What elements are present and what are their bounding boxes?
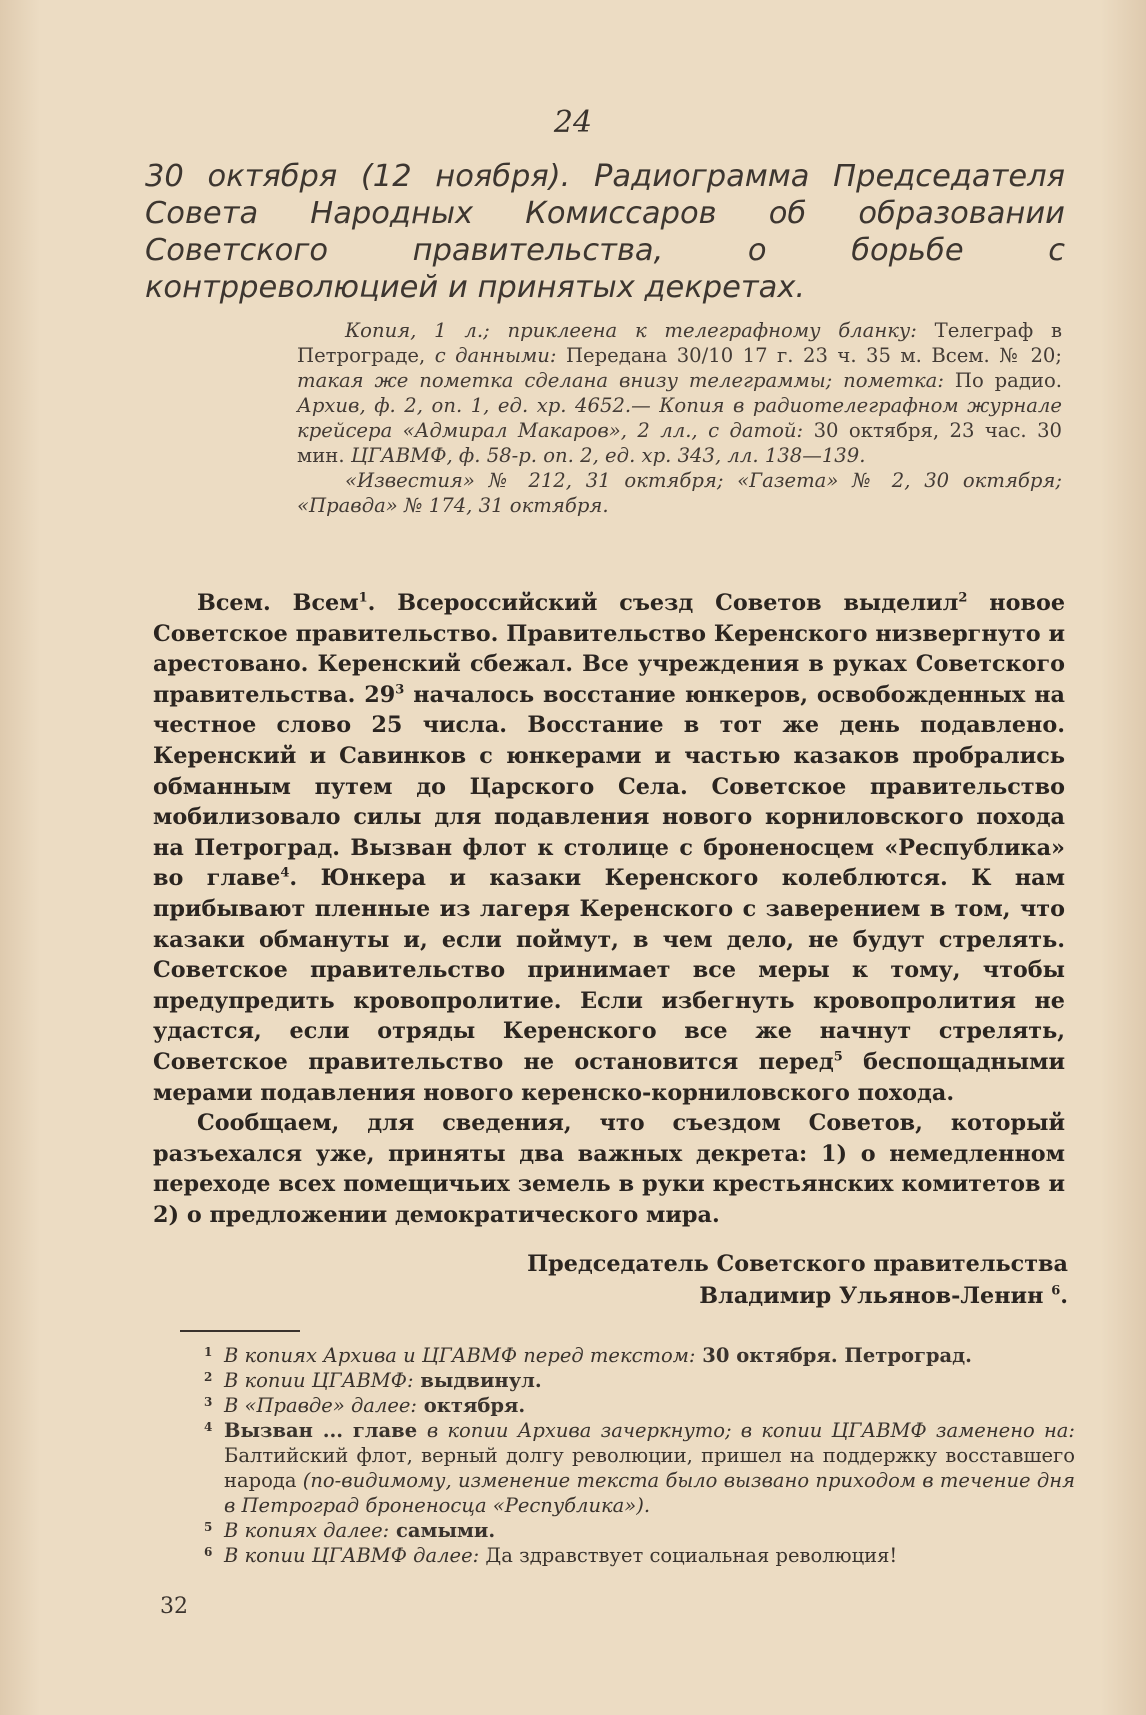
signature-block (527, 1248, 1068, 1312)
footnote-ref-4: 4 (280, 865, 290, 881)
footnote-ref-2: 2 (958, 590, 968, 606)
footnote-ref-5: 5 (833, 1049, 843, 1065)
footnote-ref-3: 3 (395, 682, 405, 698)
paragraph-1: Всем. Всем$^1$. Всероссийский съезд Советов выделил$^2$ новое Советское правительство. Правительство Керенского низвергнуто и арестовано. Керенский сбежал. Все учреждения в руках Советского правительства. $29^3$ началось восстание юнкеров, освобожденных на честное слово 25 числа. Восстание в тот же день подавлено. Керенский и Савинков с юнкерами и частью казаков пробрались обманным путем до Царского Села. Советское правительство мобилизовало силы для подавления нового корниловского похода на Петроград. Вызван флот к столице с броненосцем «Республика» во главе$^4$. Юнкера и казаки Керенского колеблются. К нам прибывают пленные из лагеря Керенского с заверением в том, что казаки обмануты и, если поймут, в чем дело, не будут стрелять. Советское правительство принимает все меры к тому, чтобы предупредить кровопролитие. Если избегнуть кровопролития не удастся, если отряды Керенского все же начнут стрелять, Советское правительство не остановится перед$^5$ беспощадными мерами подавления нового керенско-корниловского похода. (153, 590, 1066, 1106)
footnote-6: 6 В копии ЦГАВМФ далее: Да здравствует социальная революция! (204, 1544, 898, 1567)
footnote-1: 1 В копиях Архива и ЦГАВМФ перед текстом: 30 октября. Петроград. (204, 1344, 972, 1367)
footnote-ref-1: 1 (358, 590, 368, 606)
archival-source: Копия, 1 л.; приклеена к телеграфному бланку: Телеграф в Петрограде, с данными: Передана 30/10 17 г. 23 ч. 35 м. Всем. № 20; такая же пометка сделана внизу телеграммы; пометка: По радио. Архив, ф. 2, оп. 1, ед. хр. 4652.— Копия в радиотелеграфном журнале крейсера «Адмирал Макаров», 2 лл., с датой: 30 октября, 23 час. 30 мин. ЦГАВМФ, ф. 58-р. оп. 2, ед. хр. 343, лл. 138—139. (297, 319, 1063, 467)
signature-title: Председатель Советского правительства (527, 1251, 1068, 1277)
footnote-4: 4 Вызван ... главе в копии Архива зачеркнуто; в копии ЦГАВМФ заменено на: Балтийский флот, верный долгу революции, пришел на поддержку восставшего народа (по-видимому, изменение текста было вызвано приходом в течение дня в Петроград броненосца «Республика»). (204, 1419, 1075, 1517)
document-title: 30 октября (12 ноября). Радиограмма Председателя Совета Народных Комиссаров об образовании Советского правительства, о борьбе с контрреволюцией и принятых декретах. (145, 159, 1065, 305)
footnote-5: 5 В копиях далее: самыми. (204, 1519, 496, 1542)
archival-note (297, 318, 1062, 518)
publication-references: «Известия» № 212, 31 октября; «Газета» № 2, 30 октября; «Правда» № 174, 31 октября. (297, 469, 1062, 517)
footnote-3: 3 В «Правде» далее: октября. (204, 1394, 526, 1417)
page-number: 32 (160, 1594, 188, 1619)
document-number: 24 (553, 105, 593, 140)
paragraph-2: Сообщаем, для сведения, что съездом Советов, который разъехался уже, приняты два важных декрета: 1) о немедленном переходе всех помещичьих земель в руки крестьянских комитетов и 2) о предложении демократического мира. (153, 1110, 1065, 1228)
footnote-2: 2 В копии ЦГАВМФ: выдвинул. (204, 1369, 542, 1392)
footnote-divider (180, 1330, 300, 1332)
radiogram-text (153, 588, 1065, 1230)
signature-name: Владимир Ульянов-Ленин $^6$. (699, 1283, 1068, 1309)
footnote-ref-6: 6 (1051, 1283, 1061, 1299)
footnotes (190, 1343, 1075, 1568)
